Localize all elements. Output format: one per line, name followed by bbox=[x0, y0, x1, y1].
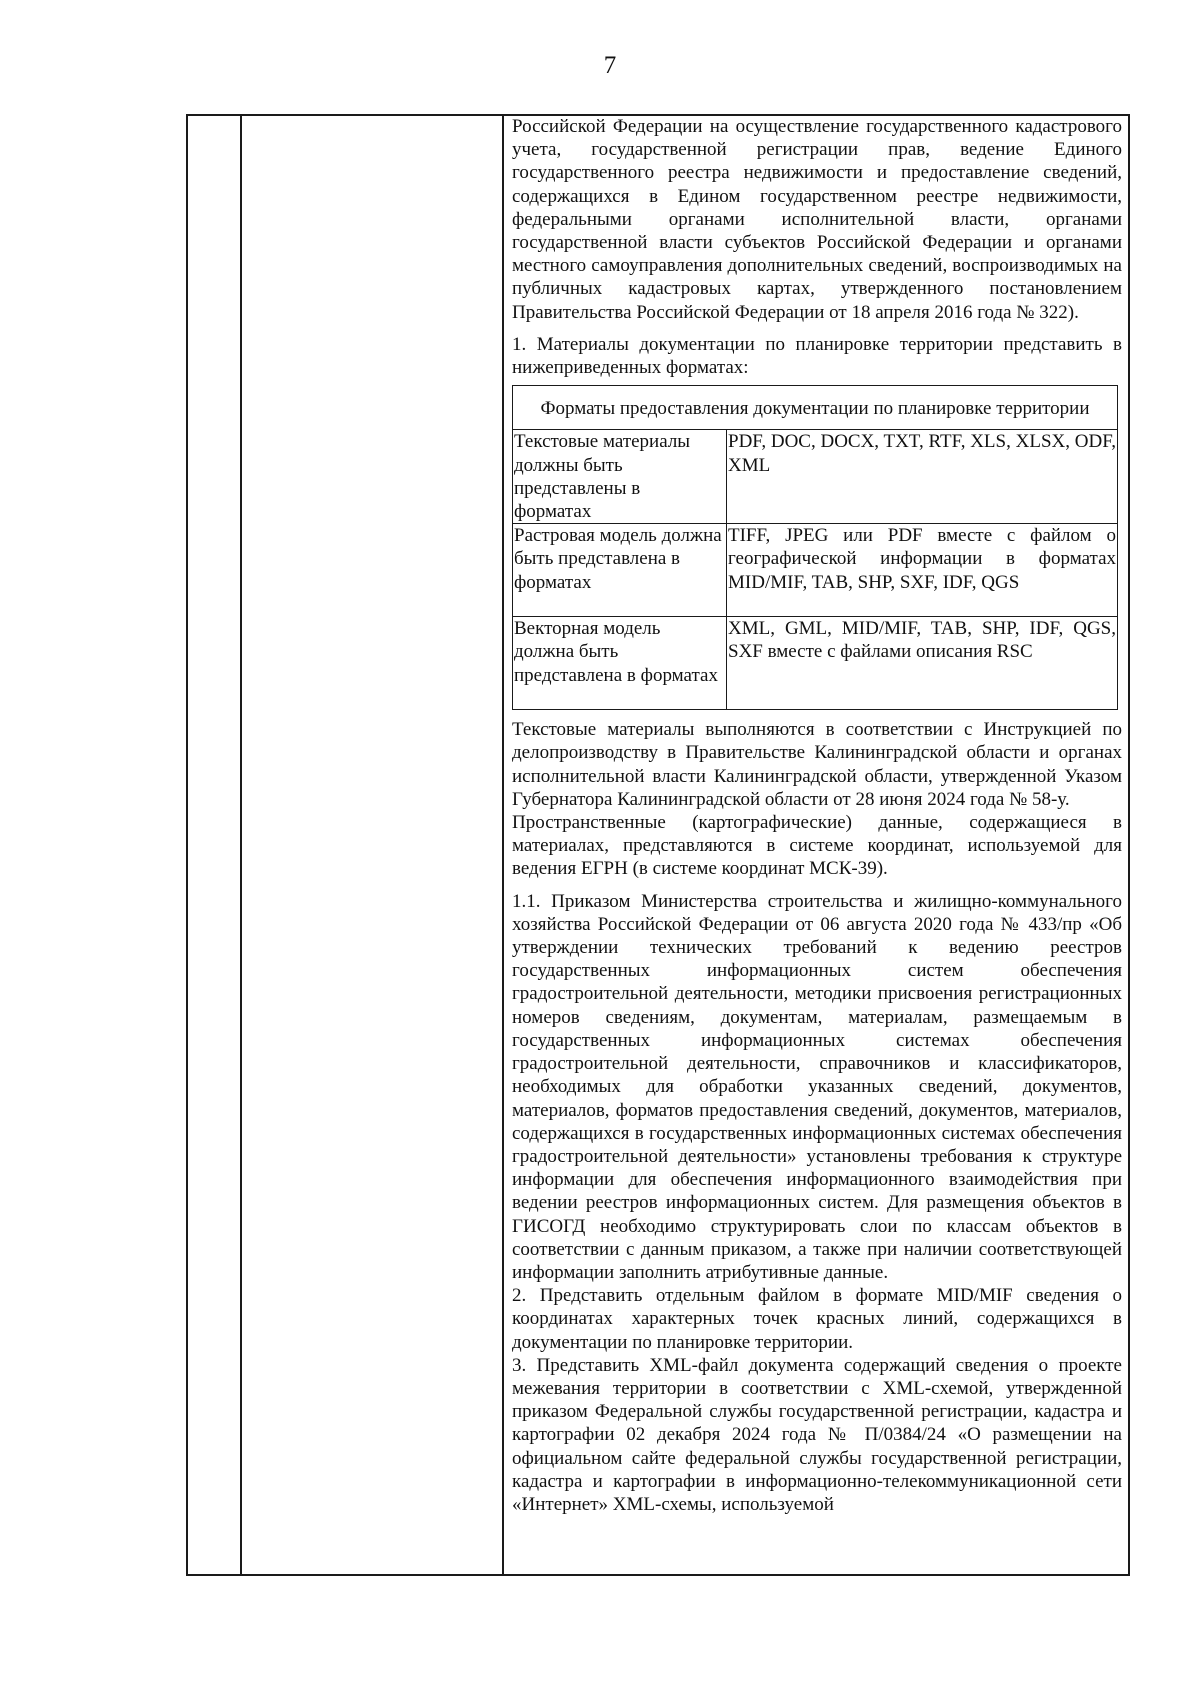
paragraph-item-2: 2. Представить отдельным файлом в формате MID/MIF сведения о координатах характерных точек красных линий, содержащихся в документации по планировке территории. bbox=[512, 1285, 1122, 1353]
table-row-value: XML, GML, MID/MIF, TAB, SHP, IDF, QGS, SXF вместе с файлами описания RSC bbox=[727, 617, 1118, 710]
paragraph-item-3: 3. Представить XML-файл документа содержащий сведения о проекте межевания территории в соответствии с XML-схемой, утвержденной приказом Федеральной службы государственной регистрации, кадастра и картографии 02 декабря 2024 года № П/0384/24 «О размещении на официальном сайте федеральной службы государственной регистрации, кадастра и картографии в информационно-телекоммуникационной сети «Интернет» XML-схемы, используемой bbox=[512, 1354, 1122, 1515]
page-number: 7 bbox=[603, 52, 617, 79]
requirements-cell bbox=[512, 116, 1122, 1516]
table-row-label: Текстовые материалы должны быть представлены в форматах bbox=[513, 430, 727, 524]
document-table-frame bbox=[186, 114, 1130, 1576]
paragraph-text-materials: Текстовые материалы выполняются в соответствии с Инструкцией по делопроизводству в Правительстве Калининградской области и органах исполнительной власти Калининградской области, утвержденной Указом Губернатора Калининградской области от 28 июня 2024 года № 58-у. bbox=[512, 719, 1122, 810]
table-row-value: TIFF, JPEG или PDF вместе с файлом о географической информации в форматах MID/MIF, TAB, SHP, SXF, IDF, QGS bbox=[727, 524, 1118, 617]
paragraph-spatial-data: Пространственные (картографические) данные, содержащиеся в материалах, представляются в системе координат, используемой для ведения ЕГРН (в системе координат МСК-39). bbox=[512, 812, 1122, 880]
paragraph-continuation: Российской Федерации на осуществление государственного кадастрового учета, государственной регистрации прав, ведение Единого государственного реестра недвижимости и предоставление сведений, содержащихся в Едином государственном реестре недвижимости, федеральными органами исполнительной власти, органами государственной власти субъектов Российской Федерации и органами местного самоуправления дополнительных сведений, воспроизводимых на публичных кадастровых картах, утвержденного постановлением Правительства Российской Федерации от 18 апреля 2016 года № 322). bbox=[512, 116, 1122, 323]
table-row-label: Векторная модель должна быть представлена в форматах bbox=[513, 617, 727, 710]
table-row-label: Растровая модель должна быть представлена в форматах bbox=[513, 524, 727, 617]
formats-table bbox=[512, 385, 1118, 710]
table-row-value: PDF, DOC, DOCX, TXT, RTF, XLS, XLSX, ODF, XML bbox=[727, 430, 1118, 524]
table-row bbox=[513, 524, 1118, 617]
paragraph-item-1-1: 1.1. Приказом Министерства строительства и жилищно-коммунального хозяйства Российской Федерации от 06 августа 2020 года № 433/пр «Об утверждении технических требований к ведению реестров государственных информационных систем обеспечения градостроительной деятельности, методики присвоения регистрационных номеров сведениям, документам, материалам, размещаемым в государственных информационных системах обеспечения градостроительной деятельности, справочников и классификаторов, необходимых для обработки указанных сведений, документов, материалов, форматов предоставления сведений, документов, материалов, содержащихся в государственных информационных системах обеспечения градостроительной деятельности» установлены требования к структуре информации для обеспечения информационного взаимодействия при ведении реестров информационных систем. Для размещения объектов в ГИСОГД необходимо структурировать слои по классам объектов в соответствии с данным приказом, а также при наличии соответствующей информации заполнить атрибутивные данные. bbox=[512, 890, 1122, 1283]
table-row bbox=[513, 617, 1118, 710]
formats-table-header: Форматы предоставления документации по планировке территории bbox=[513, 386, 1118, 430]
column-divider-2 bbox=[502, 116, 504, 1574]
column-divider-1 bbox=[240, 116, 242, 1574]
paragraph-item-1: 1. Материалы документации по планировке территории представить в нижеприведенных форматах: bbox=[512, 333, 1122, 379]
table-row bbox=[513, 430, 1118, 524]
